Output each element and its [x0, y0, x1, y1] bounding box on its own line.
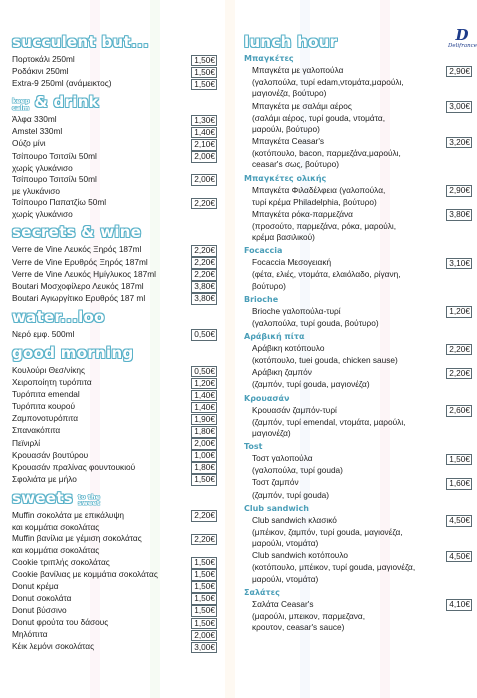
price-box: 1,20€	[191, 378, 217, 390]
menu-item-row	[244, 367, 472, 379]
item-description: (ζαμπόν, τυρί gouda, μαγιονέζα)	[252, 379, 370, 390]
price-box: 2,00€	[191, 174, 217, 186]
section-title-sweets: sweets	[12, 488, 74, 507]
menu-item	[12, 438, 217, 450]
price-box: 3,00€	[191, 642, 217, 654]
menu-item	[12, 244, 217, 256]
section-title-sweets-wrap	[12, 489, 217, 507]
menu-item	[12, 329, 217, 341]
price-box: 1,50€	[191, 79, 217, 91]
price-box: 1,40€	[191, 390, 217, 402]
menu-item	[244, 101, 472, 136]
item-description: (γαλοπούλα, τυρί gouda, βούτυρο)	[252, 317, 379, 328]
price-box: 1,50€	[191, 67, 217, 79]
item-name: Τυρόπιτα emendal	[12, 389, 80, 400]
logo-mark: D	[455, 26, 469, 44]
section-title-morning: good morning	[12, 344, 134, 363]
price-box: 2,20€	[446, 368, 472, 380]
item-name: Τοστ ζαμπόν	[252, 477, 299, 488]
item-description: μαγιονέζα, βούτυρο)	[252, 88, 327, 99]
menu-item	[12, 581, 217, 593]
price-box: 1,90€	[191, 414, 217, 426]
section-title-drink-wrap	[12, 93, 217, 111]
item-name: Donut φρούτα του δάσους	[12, 617, 109, 628]
item-description: ceasar's σως, βούτυρο)	[252, 159, 339, 170]
subsection-title: Tost	[244, 442, 263, 452]
item-name: Πεϊνιρλί	[12, 437, 41, 448]
price-box: 1,50€	[191, 581, 217, 593]
calm-label: calm	[12, 103, 30, 112]
item-name: Τσίπουρο Τσιτσίλι 50ml	[12, 173, 97, 184]
item-name: Donut σοκολάτα	[12, 592, 72, 603]
item-description: μαρούλι, βούτυρο)	[252, 123, 320, 134]
menu-item-row	[244, 550, 472, 562]
menu-item	[12, 569, 217, 581]
menu-item	[244, 343, 472, 366]
item-name: Κέικ λεμόνι σοκολάτας	[12, 641, 95, 652]
item-name: Verre de Vine Λευκός Ξηρός 187ml	[12, 244, 142, 255]
subsection-title: Αράβική πίτα	[244, 332, 305, 342]
item-name: Άλφα 330ml	[12, 114, 57, 125]
menu-item	[12, 450, 217, 462]
item-name: Κρουασάν πραλίνας φουντουκιού	[12, 461, 136, 472]
item-name: Χειροποίητη τυρόπιτα	[12, 377, 92, 388]
item-name: Donut κρέμα	[12, 580, 59, 591]
price-box: 0,50€	[191, 366, 217, 378]
sweets-list	[12, 510, 217, 653]
menu-item	[12, 389, 217, 401]
price-box: 0,50€	[191, 329, 217, 341]
price-box: 3,20€	[446, 137, 472, 149]
price-box: 3,00€	[446, 101, 472, 113]
menu-item	[244, 477, 472, 500]
item-description: χωρίς γλυκάνισο	[12, 162, 73, 173]
item-description: (γαλοπούλα, τυρί gouda)	[252, 465, 343, 476]
keep-calm-label	[12, 98, 30, 111]
menu-item	[12, 151, 217, 163]
subsection-title: Club sandwich	[244, 503, 309, 513]
section-title-succulent: succulent but...	[12, 33, 149, 51]
right-column	[244, 30, 472, 634]
item-description: (ζαμπόν, τυρί emendal, ντομάτα, μαρούλι,	[252, 416, 406, 427]
menu-item	[12, 281, 217, 293]
menu-item	[12, 474, 217, 486]
menu-item	[12, 425, 217, 437]
menu-item	[12, 605, 217, 617]
menu-item-row	[244, 477, 472, 489]
item-description: τυρί κρέμα Philadelphia, βούτυρο)	[252, 196, 377, 207]
menu-item	[12, 138, 217, 150]
menu-item	[244, 65, 472, 100]
item-name: Verre de Vine Ερυθρός Ξηρός 187ml	[12, 256, 148, 267]
item-name: Amstel 330ml	[12, 126, 63, 137]
item-name: Donut βύσσινο	[12, 604, 67, 615]
item-name: Νερό εμφ. 500ml	[12, 328, 75, 339]
price-box: 1,50€	[191, 618, 217, 630]
item-name: Boutari Μοσχοφίλερο Λευκός 187ml	[12, 280, 144, 291]
price-box: 1,40€	[191, 402, 217, 414]
item-description: (κοτόπουλο, bacon, παρμεζάνα,μαρούλι,	[252, 148, 401, 159]
item-name: Τσίπουρο Παπατζίω 50ml	[12, 197, 107, 208]
menu-item	[12, 114, 217, 126]
item-name: Σαλάτα Ceasar's	[252, 598, 314, 609]
price-box: 1,40€	[191, 127, 217, 139]
item-name: Κουλούρι Θεσ/νίκης	[12, 365, 85, 376]
menu-item	[12, 197, 217, 209]
menu-item	[244, 306, 472, 329]
item-name: Μπαγκέτα με σαλάμι αέρος	[252, 100, 352, 111]
item-name: Σφολιάτα με μήλο	[12, 473, 77, 484]
price-box: 2,10€	[191, 139, 217, 151]
water-list	[12, 329, 217, 341]
menu-item	[244, 599, 472, 634]
item-name: Μπαγκέτα ρόκα-παρμεζάνα	[252, 208, 353, 219]
menu-item	[12, 257, 217, 269]
section-title-water: water...loo	[12, 307, 105, 326]
menu-item-row	[244, 306, 472, 318]
left-column	[12, 30, 217, 653]
item-description: (μαρούλι, μπεικον, παρμεζανα,	[252, 610, 366, 621]
item-name: Μπαγκέτα με γαλοπούλα	[252, 65, 344, 75]
item-description: κρουτον, ceasar's sauce)	[252, 622, 345, 633]
item-name: Extra-9 250ml (ανάμεικτος)	[12, 78, 112, 89]
to-the-sweet-label	[78, 494, 100, 507]
subsection-title: Σαλάτες	[244, 587, 280, 597]
item-name: Muffin βανίλια με γέμιση σοκολάτας	[12, 533, 142, 544]
price-box: 2,90€	[446, 185, 472, 197]
item-name: Κρουασάν ζαμπόν-τυρί	[252, 404, 337, 415]
menu-item	[12, 377, 217, 389]
item-name: Κρουασάν βουτύρου	[12, 449, 89, 460]
item-description: και κομμάτια σοκολάτας	[12, 545, 100, 556]
price-box: 1,50€	[191, 605, 217, 617]
price-box: 2,00€	[191, 630, 217, 642]
item-name: Τυρόπιτα κουρού	[12, 401, 76, 412]
sweet-label: sweet	[78, 499, 100, 508]
item-name: Brioche γαλοπούλα-τυρί	[252, 305, 341, 316]
item-description: κρέμα βασιλικού)	[252, 232, 315, 243]
section-title-lunch: lunch hour	[244, 33, 338, 51]
price-box: 2,20€	[191, 245, 217, 257]
item-description: (γαλοπούλα, τυρί edam,ντομάτα,μαρούλι,	[252, 77, 404, 88]
subsection-title: Focaccia	[244, 246, 283, 256]
menu-item	[244, 185, 472, 208]
price-box: 4,10€	[446, 599, 472, 611]
item-description: (μπέικον, ζαμπόν, τυρί gouda, μαγιονέζα,	[252, 526, 403, 537]
price-box: 1,50€	[191, 569, 217, 581]
wine-list	[12, 244, 217, 304]
item-description: (φέτα, ελιές, ντομάτα, ελαιόλαδο, ρίγανη,	[252, 269, 401, 280]
to-the-label: to the	[78, 492, 101, 501]
menu-item-row	[244, 101, 472, 113]
menu-item-row	[244, 209, 472, 221]
price-box: 1,00€	[191, 450, 217, 462]
menu-item-row	[244, 343, 472, 355]
item-name: Αράβικη ζαμπόν	[252, 367, 312, 378]
item-name: Muffin σοκολάτα με επικάλυψη	[12, 509, 124, 520]
menu-item	[12, 557, 217, 569]
menu-item	[244, 367, 472, 390]
menu-item	[244, 209, 472, 244]
menu-item	[12, 462, 217, 474]
menu-item	[12, 293, 217, 305]
item-name: Cookie βανίλιας με κομμάτια σοκολάτας	[12, 568, 158, 579]
menu-item-row	[244, 453, 472, 465]
item-name: Cookie τριπλής σοκολάτας	[12, 556, 110, 567]
menu-item	[12, 617, 217, 629]
item-name: Τοστ γαλοπούλα	[252, 453, 313, 464]
menu-item-row	[244, 136, 472, 148]
item-description: βούτυρο)	[252, 280, 286, 291]
menu-item-row	[244, 65, 472, 77]
item-description: χωρίς γλυκάνισο	[12, 209, 73, 220]
price-box: 1,30€	[191, 115, 217, 127]
price-box: 4,50€	[446, 551, 472, 563]
menu-item	[244, 136, 472, 171]
menu-item	[12, 54, 217, 66]
price-box: 2,20€	[191, 198, 217, 210]
subsection-title: Brioche	[244, 294, 279, 304]
item-name: Ροδάκινι 250ml	[12, 66, 69, 77]
price-box: 2,00€	[191, 438, 217, 450]
menu-item-row	[244, 405, 472, 417]
menu-item	[12, 365, 217, 377]
succulent-list	[12, 54, 217, 90]
menu-item	[12, 126, 217, 138]
item-name: Ζαμπονοτυρόπιτα	[12, 413, 79, 424]
price-box: 2,90€	[446, 66, 472, 78]
item-name: Μηλόπιτα	[12, 629, 48, 640]
item-description: μαρούλι, ντομάτα)	[252, 538, 319, 549]
section-title-drink: & drink	[34, 93, 99, 112]
menu-item	[12, 641, 217, 653]
item-description: μαρούλι, ντομάτα)	[252, 573, 319, 584]
menu-item	[12, 413, 217, 425]
item-name: Μπαγκέτα Ceasar's	[252, 136, 325, 146]
menu-item	[12, 593, 217, 605]
price-box: 2,00€	[191, 151, 217, 163]
price-box: 1,80€	[191, 462, 217, 474]
item-name: Μπαγκέτα Φιλαδέλφεια (γαλοπούλα,	[252, 184, 386, 195]
price-box: 1,60€	[446, 478, 472, 490]
item-description: (προσούτο, παρμεζάνα, ρόκα, μαρούλι,	[252, 220, 397, 231]
price-box: 2,60€	[446, 405, 472, 417]
item-name: Τσίπουρο Τσιτσίλι 50ml	[12, 150, 97, 161]
item-name: Αράβικη κοτόπουλο	[252, 343, 325, 354]
price-box: 1,20€	[446, 306, 472, 318]
menu-item	[12, 174, 217, 186]
price-box: 2,20€	[191, 269, 217, 281]
item-name: Πορτοκάλι 250ml	[12, 54, 75, 64]
logo-text: Delifrance	[448, 43, 477, 49]
price-box: 2,20€	[191, 257, 217, 269]
price-box: 1,50€	[191, 474, 217, 486]
price-box: 3,10€	[446, 258, 472, 270]
item-name: Club sandwich κοτόπουλο	[252, 550, 348, 561]
price-box: 1,50€	[191, 593, 217, 605]
menu-item	[12, 78, 217, 90]
menu-item	[12, 401, 217, 413]
menu-item-row	[244, 257, 472, 269]
morning-list	[12, 365, 217, 486]
item-name: Boutari Αγιωργίτικο Ερυθρός 187 ml	[12, 292, 146, 303]
menu-item	[12, 269, 217, 281]
price-box: 1,50€	[191, 557, 217, 569]
item-name: Ούζο μίνι	[12, 138, 46, 149]
item-description: και κομμάτια σοκολάτας	[12, 522, 100, 533]
item-name: Club sandwich κλασικό	[252, 514, 337, 525]
price-box: 3,80€	[446, 209, 472, 221]
item-name: Σπανακόπιτα	[12, 425, 61, 436]
menu-item	[12, 629, 217, 641]
price-box: 2,20€	[191, 534, 217, 546]
menu-item	[244, 550, 472, 585]
item-description: (κοτόπουλο, μπέικον, τυρί gouda, μαγιονέζα,	[252, 562, 416, 573]
keep-label: keep	[12, 97, 30, 106]
item-description: με γλυκάνισο	[12, 185, 60, 196]
subsection-title: Μπαγκέτες ολικής	[244, 173, 327, 183]
subsection-title: Μπαγκέτες	[244, 54, 294, 63]
item-description: (ζαμπόν, τυρί gouda)	[252, 489, 330, 500]
price-box: 2,20€	[191, 510, 217, 522]
menu-item-row	[244, 185, 472, 197]
menu-item	[12, 510, 217, 522]
price-box: 4,50€	[446, 515, 472, 527]
item-description: (σαλάμι αέρος, τυρί gouda, ντομάτα,	[252, 112, 385, 123]
lunch-sections	[244, 54, 472, 633]
menu-item	[244, 257, 472, 292]
subsection-title: Κρουασάν	[244, 393, 290, 403]
price-box: 3,80€	[191, 293, 217, 305]
menu-item	[244, 515, 472, 550]
item-description: (κοτόπουλο, tuei gouda, chicken sause)	[252, 355, 398, 366]
menu-item	[244, 453, 472, 476]
menu-item-row	[244, 599, 472, 611]
price-box: 1,50€	[191, 55, 217, 67]
price-box: 1,80€	[191, 426, 217, 438]
item-name: Verre de Vine Λευκός Ημίγλυκος 187ml	[12, 268, 156, 279]
drink-list	[12, 114, 217, 220]
price-box: 2,20€	[446, 344, 472, 356]
price-box: 1,50€	[446, 454, 472, 466]
item-description: μαγιονέζα)	[252, 427, 291, 438]
item-name: Focaccia Μεσογειακή	[252, 257, 332, 268]
section-title-wine: secrets & wine	[12, 223, 142, 242]
menu-item-row	[244, 515, 472, 527]
menu-item	[12, 533, 217, 545]
menu-item	[244, 405, 472, 440]
menu-item	[12, 66, 217, 78]
price-box: 3,80€	[191, 281, 217, 293]
